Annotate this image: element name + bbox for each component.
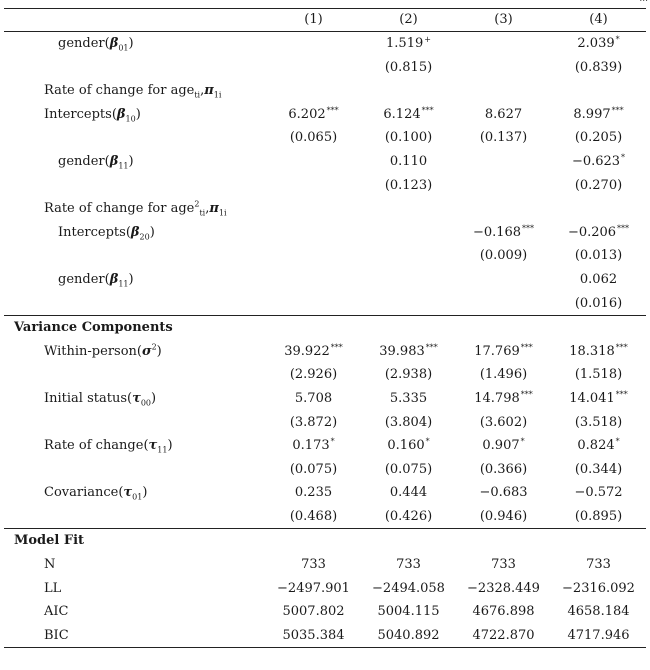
label-text: Initial status( xyxy=(44,390,133,406)
subheading-cell xyxy=(4,197,646,221)
label-separator: , xyxy=(200,83,205,99)
section-title: Model Fit xyxy=(4,529,646,553)
fit-value-cell: 5040.892 xyxy=(361,624,456,648)
row-label xyxy=(4,174,266,198)
value-text: 0.110 xyxy=(389,153,428,169)
estimate-cell xyxy=(456,150,551,174)
value-text: −0.168 xyxy=(472,224,522,240)
standard-error-cell xyxy=(266,56,361,80)
row-label xyxy=(4,434,266,458)
estimate-cell xyxy=(266,340,361,364)
standard-error-cell: (0.839) xyxy=(574,59,623,75)
standard-error-cell: (0.075) xyxy=(384,461,433,477)
significance-marker: *** xyxy=(326,105,339,115)
estimate-cell xyxy=(266,103,361,127)
estimate-cell xyxy=(456,387,551,411)
fit-value-cell: 5007.802 xyxy=(282,604,345,620)
row-label xyxy=(4,244,266,268)
significance-marker: * xyxy=(615,35,620,44)
standard-error-cell xyxy=(266,292,361,316)
value-text: 8.627 xyxy=(484,106,523,122)
greek-symbol: β xyxy=(109,36,119,51)
significance-marker: * xyxy=(615,437,620,447)
standard-error-cell: (0.895) xyxy=(574,508,623,524)
estimate-cell xyxy=(266,32,361,56)
label-close: ) xyxy=(128,271,134,287)
label-text: gender( xyxy=(58,271,110,287)
estimate-cell xyxy=(361,221,456,245)
standard-error-cell xyxy=(361,292,456,316)
row-label xyxy=(4,387,266,411)
value-text: −0.623 xyxy=(571,153,621,169)
row-label xyxy=(4,363,266,387)
standard-error-cell: (0.013) xyxy=(574,248,623,264)
standard-error-cell: (0.075) xyxy=(289,461,338,477)
standard-error-cell: (0.946) xyxy=(479,508,528,524)
estimate-cell xyxy=(551,434,646,458)
label-text: Intercepts( xyxy=(44,106,117,122)
row-label: AIC xyxy=(44,604,69,620)
estimate-cell xyxy=(551,103,646,127)
fit-value-cell: −2497.901 xyxy=(277,580,350,596)
estimate-cell xyxy=(361,434,456,458)
row-label xyxy=(4,505,266,529)
significance-marker: *** xyxy=(520,389,533,399)
label-subscript: 11 xyxy=(118,161,129,171)
fit-value-cell: 4676.898 xyxy=(472,604,535,620)
standard-error-cell: (2.926) xyxy=(289,367,338,383)
regression-table xyxy=(4,8,646,648)
value-text: 0.062 xyxy=(579,271,618,287)
label-subscript: 1i xyxy=(213,90,222,100)
table-row xyxy=(4,79,646,103)
significance-marker: *** xyxy=(615,389,628,399)
label-close: ) xyxy=(128,36,134,51)
significance-marker: * xyxy=(520,437,525,447)
greek-symbol: β xyxy=(109,153,119,169)
variance-row-within-person xyxy=(4,340,646,364)
label-subscript: 11 xyxy=(118,279,129,289)
variance-se-row-within-person xyxy=(4,363,646,387)
standard-error-cell xyxy=(456,174,551,198)
row-label: BIC xyxy=(4,624,266,648)
standard-error-cell: (3.804) xyxy=(384,414,433,430)
value-text: −0.206 xyxy=(567,224,617,240)
greek-symbol: σ xyxy=(141,343,152,359)
table-row xyxy=(4,103,646,127)
row-label xyxy=(4,268,266,292)
estimate-cell xyxy=(551,481,646,505)
estimate-cell xyxy=(266,387,361,411)
table-row xyxy=(4,32,646,56)
estimate-cell xyxy=(456,221,551,245)
standard-error-cell xyxy=(361,244,456,268)
significance-marker: * xyxy=(425,437,430,447)
value-text: 14.041 xyxy=(569,390,615,406)
row-label xyxy=(4,126,266,150)
label-close: ) xyxy=(128,153,134,169)
estimate-cell xyxy=(361,103,456,127)
value-text: 6.124 xyxy=(383,106,421,122)
significance-marker: *** xyxy=(520,342,533,352)
value-text: 17.769 xyxy=(474,343,520,359)
variance-se-row-initial-status xyxy=(4,411,646,435)
table-row xyxy=(4,292,646,316)
greek-symbol: π xyxy=(209,201,219,217)
estimate-cell xyxy=(456,434,551,458)
greek-symbol: β xyxy=(109,271,119,287)
label-subscript: ti xyxy=(194,90,201,100)
table-row xyxy=(4,244,646,268)
value-text: 8.997 xyxy=(573,106,611,122)
estimate-cell xyxy=(456,103,551,127)
header-row xyxy=(4,9,646,32)
standard-error-cell: (0.137) xyxy=(479,130,528,146)
greek-symbol: τ xyxy=(123,485,133,501)
standard-error-cell: (0.270) xyxy=(574,177,623,193)
value-text: −0.683 xyxy=(479,485,528,501)
fit-value-cell: 733 xyxy=(301,557,326,573)
fit-row-aic xyxy=(4,600,646,624)
row-label xyxy=(4,150,266,174)
corner-mark xyxy=(639,0,648,4)
significance-marker: * xyxy=(330,437,335,447)
row-label: N xyxy=(44,557,56,573)
greek-symbol: π xyxy=(204,83,214,99)
value-text: 0.235 xyxy=(294,485,333,501)
label-superscript: 2 xyxy=(194,199,200,209)
row-label xyxy=(4,221,266,245)
estimate-cell xyxy=(456,481,551,505)
section-title: Variance Components xyxy=(4,316,646,340)
label-text: gender( xyxy=(58,36,110,51)
estimate-cell xyxy=(361,150,456,174)
fit-value-cell: 5035.384 xyxy=(266,624,361,648)
standard-error-cell: (0.100) xyxy=(384,130,433,146)
standard-error-cell xyxy=(266,244,361,268)
fit-value-cell: −2316.092 xyxy=(562,580,635,596)
table-row xyxy=(4,174,646,198)
standard-error-cell: (0.123) xyxy=(384,177,433,193)
table-row xyxy=(4,150,646,174)
value-text: 5.708 xyxy=(294,390,333,406)
label-subscript: 11 xyxy=(157,445,168,455)
fit-value-cell: 5004.115 xyxy=(377,604,440,620)
label-subscript: 01 xyxy=(132,492,143,502)
label-close: ) xyxy=(151,390,157,406)
row-label xyxy=(4,411,266,435)
label-close: ) xyxy=(167,438,173,454)
value-text: 0.824 xyxy=(577,438,615,454)
estimate-cell xyxy=(361,481,456,505)
table-row xyxy=(4,56,646,80)
label-text: Rate of change for age xyxy=(44,83,195,99)
label-subscript: 10 xyxy=(125,114,136,124)
row-label xyxy=(4,32,266,56)
estimate-cell xyxy=(361,387,456,411)
value-text: 1.519 xyxy=(386,36,424,51)
significance-marker: *** xyxy=(421,105,434,115)
label-text: Rate of change for age xyxy=(44,201,195,217)
label-subscript: 20 xyxy=(139,232,150,242)
estimate-cell xyxy=(551,340,646,364)
column-header-1: (1) xyxy=(266,9,361,32)
table-row xyxy=(4,126,646,150)
variance-se-row-rate-of-change xyxy=(4,458,646,482)
column-header-2: (2) xyxy=(361,9,456,32)
value-text: −0.572 xyxy=(574,485,623,501)
estimate-cell xyxy=(551,150,646,174)
standard-error-cell: (0.468) xyxy=(289,508,338,524)
fit-row-ll xyxy=(4,577,646,601)
subheading-cell xyxy=(4,79,646,103)
standard-error-cell: (0.344) xyxy=(574,461,623,477)
row-label: LL xyxy=(44,580,62,596)
standard-error-cell xyxy=(456,292,551,316)
estimate-cell xyxy=(266,434,361,458)
label-superscript: 2 xyxy=(151,342,157,352)
fit-value-cell: 733 xyxy=(396,557,421,573)
column-header-3: (3) xyxy=(456,9,551,32)
estimate-cell xyxy=(361,32,456,56)
value-text: 5.335 xyxy=(389,390,428,406)
greek-symbol: τ xyxy=(132,390,141,406)
estimate-cell xyxy=(266,481,361,505)
variance-se-row-covariance xyxy=(4,505,646,529)
fit-row-n xyxy=(4,553,646,577)
greek-symbol: β xyxy=(130,224,140,240)
estimate-cell xyxy=(456,268,551,292)
estimate-cell xyxy=(456,340,551,364)
significance-marker: *** xyxy=(611,105,624,115)
standard-error-cell: (3.872) xyxy=(289,414,338,430)
standard-error-cell: (0.016) xyxy=(574,295,623,311)
fit-row-bic xyxy=(4,624,646,648)
estimate-cell xyxy=(361,340,456,364)
significance-marker: *** xyxy=(425,342,438,352)
fit-value-cell: −2328.449 xyxy=(467,580,540,596)
standard-error-cell: (1.496) xyxy=(479,367,528,383)
standard-error-cell: (0.815) xyxy=(384,59,433,75)
table-row xyxy=(4,268,646,292)
significance-marker: + xyxy=(424,35,431,44)
value-text: 0.160 xyxy=(387,438,425,454)
estimate-cell xyxy=(361,268,456,292)
label-text: Rate of change( xyxy=(44,438,149,454)
label-text: Intercepts( xyxy=(58,224,131,240)
value-text: 14.798 xyxy=(474,390,520,406)
column-header-4: (4) xyxy=(551,9,646,32)
estimate-cell xyxy=(551,32,646,56)
row-label xyxy=(4,56,266,80)
significance-marker: *** xyxy=(522,223,535,233)
standard-error-cell: (2.938) xyxy=(384,367,433,383)
table-row xyxy=(4,197,646,221)
value-text: 18.318 xyxy=(569,343,615,359)
fit-value-cell: 733 xyxy=(491,557,516,573)
value-text: 0.444 xyxy=(389,485,428,501)
label-text: gender( xyxy=(58,153,110,169)
value-text: 0.907 xyxy=(482,438,520,454)
label-text: Covariance( xyxy=(44,485,124,501)
section-header-fit xyxy=(4,529,646,553)
row-label xyxy=(4,340,266,364)
value-text: 39.983 xyxy=(379,343,425,359)
section-header-variance xyxy=(4,316,646,340)
variance-row-rate-of-change xyxy=(4,434,646,458)
estimate-cell xyxy=(551,268,646,292)
label-close: ) xyxy=(156,343,162,359)
estimate-cell xyxy=(266,221,361,245)
label-separator: , xyxy=(205,201,210,217)
value-text: 2.039 xyxy=(577,36,615,51)
label-text: Within-person( xyxy=(44,343,142,359)
estimate-cell xyxy=(456,32,551,56)
standard-error-cell: (0.426) xyxy=(384,508,433,524)
fit-value-cell: 4658.184 xyxy=(567,604,630,620)
label-close: ) xyxy=(135,106,141,122)
significance-marker: * xyxy=(621,152,626,162)
standard-error-cell: (0.366) xyxy=(479,461,528,477)
estimate-cell xyxy=(551,387,646,411)
significance-marker: *** xyxy=(330,342,343,352)
row-label xyxy=(4,292,266,316)
label-subscript: 00 xyxy=(140,398,152,408)
standard-error-cell: (3.602) xyxy=(479,414,528,430)
estimate-cell xyxy=(551,221,646,245)
value-text: 39.922 xyxy=(284,343,330,359)
row-label xyxy=(4,103,266,127)
label-subscript: ti xyxy=(199,208,206,218)
greek-symbol: β xyxy=(116,106,126,122)
fit-value-cell: 733 xyxy=(586,557,611,573)
estimate-cell xyxy=(266,268,361,292)
value-text: 6.202 xyxy=(288,106,326,122)
standard-error-cell xyxy=(456,56,551,80)
fit-value-cell: −2494.058 xyxy=(372,580,445,596)
significance-marker: *** xyxy=(615,342,628,352)
standard-error-cell: (0.009) xyxy=(479,248,528,264)
standard-error-cell: (0.065) xyxy=(289,130,338,146)
row-label xyxy=(4,481,266,505)
value-text: 0.173 xyxy=(292,438,330,454)
estimate-cell xyxy=(266,150,361,174)
label-subscript: 01 xyxy=(118,43,129,53)
standard-error-cell: (0.205) xyxy=(574,130,623,146)
table-row xyxy=(4,221,646,245)
label-close: ) xyxy=(149,224,155,240)
standard-error-cell: (1.518) xyxy=(574,367,623,383)
variance-row-covariance xyxy=(4,481,646,505)
fit-value-cell: 4717.946 xyxy=(551,624,646,648)
label-close: ) xyxy=(142,485,148,501)
significance-marker: *** xyxy=(617,223,630,233)
greek-symbol: τ xyxy=(148,438,158,454)
standard-error-cell: (3.518) xyxy=(574,414,623,430)
header-label-cell xyxy=(4,9,266,32)
variance-row-initial-status xyxy=(4,387,646,411)
row-label xyxy=(4,458,266,482)
standard-error-cell xyxy=(266,174,361,198)
label-subscript: 1i xyxy=(218,208,227,218)
fit-value-cell: 4722.870 xyxy=(456,624,551,648)
